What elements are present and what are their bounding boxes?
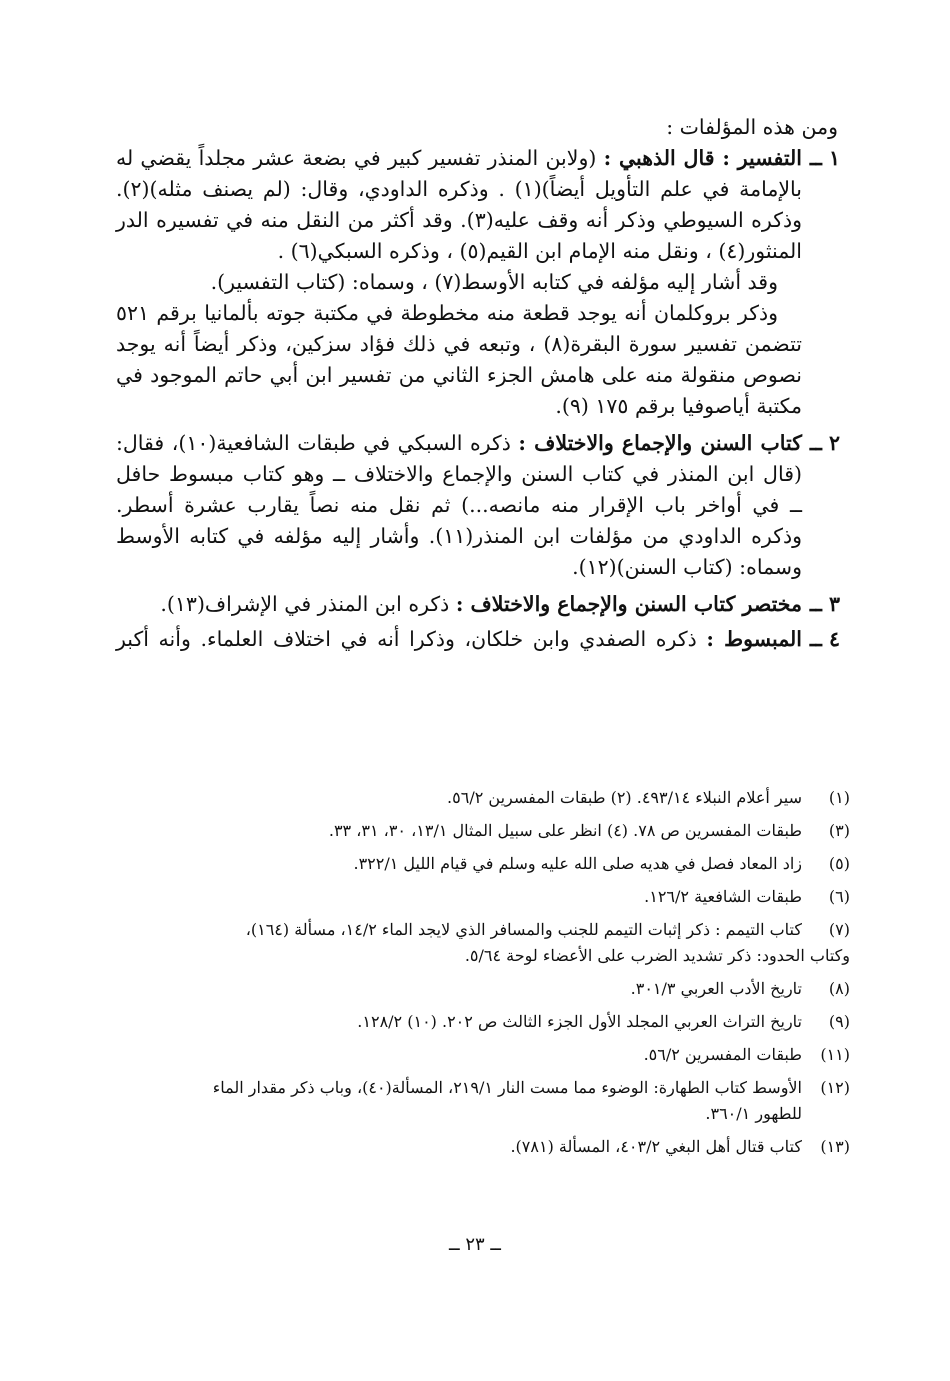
- footnote-number: (١٣): [820, 1137, 850, 1156]
- footnote: [110, 1075, 850, 1127]
- text-line: بالإمامة في علم التأويل أيضاً)(١) . وذكره الداودي، وقال: (لم يصنف مثله)(٢).: [116, 177, 802, 201]
- text-line: وقد أشار إليه مؤلفه في كتابه الأوسط(٧) ، وسماه: (كتاب التفسير).: [210, 270, 778, 294]
- footnote: [110, 851, 850, 877]
- footnote-number: (٨): [828, 979, 850, 998]
- footnote-number: (٥): [828, 854, 850, 873]
- text-line: (قال ابن المنذر في كتاب السنن والإجماع والاختلاف ــ وهو كتاب مبسوط حافل: [116, 462, 802, 486]
- main-text: [116, 112, 838, 655]
- item-1-line-1: [116, 143, 838, 174]
- footnote-text: طبقات المفسرين ٥٦/٢.: [643, 1045, 802, 1064]
- footnote-number: (٧): [828, 920, 850, 939]
- footnote-number: (٦): [828, 887, 850, 906]
- footnote: [110, 1009, 850, 1035]
- item-number: ٤ ــ: [809, 627, 840, 651]
- text-line: وذكره السيوطي وذكر أنه وقف عليه(٣). وقد أكثر من النقل منه في تفسيره الدر: [116, 208, 802, 232]
- text-line: المنثور(٤) ، ونقل منه الإمام ابن القيم(٥) ، وذكره السبكي(٦) .: [277, 239, 802, 263]
- footnote-text: طبقات المفسرين ص ٧٨. (٤) انظر على سبيل المثال ١٣/١، ٣٠، ٣١، ٣٣.: [328, 821, 802, 840]
- footnote-continuation: للطهور ٣٦٠/١.: [705, 1104, 802, 1123]
- footnote-text: زاد المعاد فصل في هديه صلى الله عليه وسلم في قيام الليل ٣٢٢/١.: [353, 854, 802, 873]
- text-line: وذكره الداودي من مؤلفات ابن المنذر(١١). وأشار إليه مؤلفه في كتابه الأوسط: [116, 524, 802, 548]
- footnote: [110, 917, 850, 969]
- item-number: ١ ــ: [809, 146, 840, 170]
- item-number: ٣ ــ: [809, 592, 840, 616]
- text-line: ــ في أواخر باب الإقرار منه مانصه...) ثم نقل منه نصاً يقارب عشرة أسطر.: [116, 493, 802, 517]
- text-line: ذكره الصفدي وابن خلكان، وذكرا أنه في اختلاف العلماء. وأنه أكبر: [116, 627, 697, 651]
- footnote-text: كتاب التيمم : ذكر إثبات التيمم للجنب والمسافر الذي لايجد الماء ١٤/٢، مسألة (١٦٤)،: [245, 920, 802, 939]
- item-heading: كتاب السنن والإجماع والاختلاف :: [518, 431, 802, 455]
- item-1: [116, 143, 838, 422]
- item-3: [116, 589, 838, 620]
- footnotes: [110, 785, 850, 1167]
- footnote: [110, 884, 850, 910]
- text-line: مكتبة أياصوفيا برقم ١٧٥ (٩).: [555, 394, 802, 418]
- text-line: ذكره ابن المنذر في الإشراف(١٣).: [160, 592, 450, 616]
- footnote-number: (١٢): [820, 1078, 850, 1097]
- text-line: ذكره السبكي في طبقات الشافعية(١٠)، فقال:: [116, 431, 511, 455]
- page-number: ــ ٢٣ ــ: [449, 1234, 501, 1255]
- item-3-line-1: [116, 589, 838, 620]
- text-line: نصوص منقولة منه على هامش الجزء الثاني من تفسير ابن أبي حاتم الموجود في: [116, 363, 802, 387]
- footnote: [110, 1042, 850, 1068]
- footnote-number: (١١): [820, 1045, 850, 1064]
- text-line: وذكر بروكلمان أنه يوجد قطعة منه مخطوطة في مكتبة جوته بألمانيا برقم ٥٢١: [116, 301, 778, 325]
- item-heading: المبسوط :: [706, 627, 802, 651]
- item-heading: مختصر كتاب السنن والإجماع والاختلاف :: [455, 592, 802, 616]
- footnote: [110, 976, 850, 1002]
- footnote: [110, 1134, 850, 1160]
- footnote-number: (١): [828, 788, 850, 807]
- item-2-line-1: [116, 428, 838, 459]
- footnote-text: طبقات الشافعية ١٢٦/٢.: [644, 887, 802, 906]
- footnote-number: (٣): [828, 821, 850, 840]
- footnote-continuation: وكتاب الحدود: ذكر تشديد الضرب على الأعضاء لوحة ٥/٦٤.: [464, 946, 850, 965]
- text-line: (ولابن المنذر تفسير كبير في بضعة عشر مجلداً يقضي له: [116, 146, 597, 170]
- item-4: [116, 624, 838, 655]
- item-heading: التفسير : قال الذهبي :: [603, 146, 802, 170]
- footnote-text: كتاب قتال أهل البغي ٤٠٣/٢، المسألة (٧٨١).: [510, 1137, 802, 1156]
- text-line: تتضمن تفسير سورة البقرة(٨) ، وتبعه في ذلك فؤاد سزكين، وذكر أيضاً أنه يوجد: [116, 332, 802, 356]
- footnote-text: تاريخ التراث العربي المجلد الأول الجزء الثالث ص ٢٠٢. (١٠) ١٢٨/٢.: [357, 1012, 802, 1031]
- item-2: [116, 428, 838, 583]
- footnote-text: الأوسط كتاب الطهارة: الوضوء مما مست النار ٢١٩/١، المسألة(٤٠)، وباب ذكر مقدار الماء: [212, 1078, 802, 1097]
- footnote: [110, 785, 850, 811]
- item-number: ٢ ــ: [809, 431, 840, 455]
- footnote-text: تاريخ الأدب العربي ٣٠١/٣.: [630, 979, 802, 998]
- footnote-number: (٩): [828, 1012, 850, 1031]
- text-line: وسماه: (كتاب السنن)(١٢).: [572, 555, 802, 579]
- item-4-line-1: [116, 624, 838, 655]
- intro-line: ومن هذه المؤلفات :: [666, 115, 838, 139]
- footnote-text: سير أعلام النبلاء ٤٩٣/١٤. (٢) طبقات المفسرين ٥٦/٢.: [447, 788, 802, 807]
- footnote: [110, 818, 850, 844]
